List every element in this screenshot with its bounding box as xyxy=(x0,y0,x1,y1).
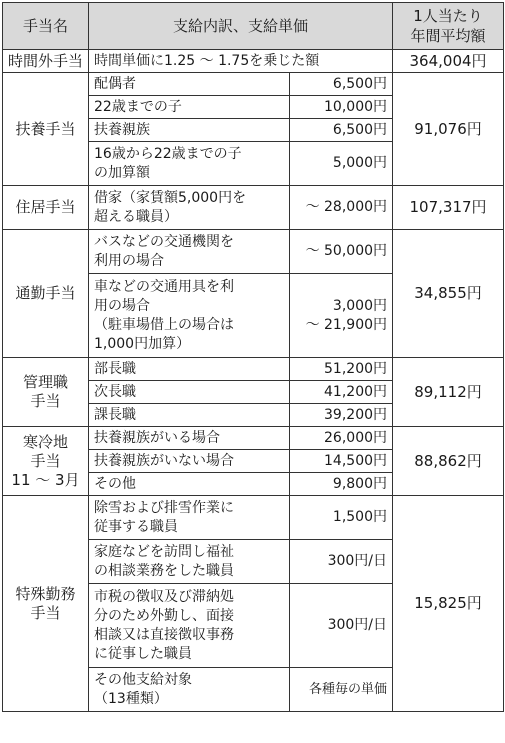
name-line: 手当 xyxy=(30,451,61,470)
name-line: 11 ～ 3月 xyxy=(11,470,80,489)
dependent-desc: 扶養親族 xyxy=(89,119,290,142)
commute-name: 通勤手当 xyxy=(3,230,89,358)
desc-line: 相談又は直接徴収事務 xyxy=(94,626,234,643)
desc-line: （駐車場借上の場合は xyxy=(94,316,234,333)
dependent-amount: 6,500円 xyxy=(290,119,393,142)
name-line: 手当 xyxy=(30,603,61,622)
manager-amount: 41,200円 xyxy=(290,381,393,404)
name-line: 手当 xyxy=(30,392,61,410)
manager-name xyxy=(3,358,89,427)
desc-line: 市税の徴収及び滞納処 xyxy=(94,588,234,605)
special-desc xyxy=(89,584,290,668)
special-amount: 300円/日 xyxy=(290,540,393,584)
allowance-table-container xyxy=(2,2,504,712)
name-line: 寒冷地 xyxy=(22,432,68,451)
manager-desc: 部長職 xyxy=(89,358,290,381)
commute-avg: 34,855円 xyxy=(393,230,504,358)
cold-desc: 扶養親族がいる場合 xyxy=(89,427,290,450)
table-row xyxy=(3,50,504,73)
dependent-amount: 6,500円 xyxy=(290,73,393,96)
table-row xyxy=(3,73,504,96)
amount-line: 3,000円 xyxy=(332,297,388,314)
desc-line: に従事した職員 xyxy=(94,645,192,662)
dependent-desc: 22歳までの子 xyxy=(89,96,290,119)
special-desc xyxy=(89,540,290,584)
commute-amount: ～ 50,000円 xyxy=(290,230,393,274)
desc-line: （13種類） xyxy=(94,690,168,707)
amount-line: ～ 21,900円 xyxy=(305,316,388,333)
commute-amount xyxy=(290,274,393,358)
special-amount: 各種毎の単価 xyxy=(290,668,393,712)
cold-amount: 26,000円 xyxy=(290,427,393,450)
table-row xyxy=(3,427,504,450)
commute-desc xyxy=(89,274,290,358)
housing-desc xyxy=(89,186,290,230)
dependent-avg: 91,076円 xyxy=(393,73,504,186)
special-avg: 15,825円 xyxy=(393,496,504,712)
desc-line: 家庭などを訪問し福祉 xyxy=(94,543,234,560)
cold-desc: その他 xyxy=(89,473,290,496)
header-breakdown: 支給内訳、支給単価 xyxy=(89,3,393,50)
cold-amount: 9,800円 xyxy=(290,473,393,496)
special-amount: 300円/日 xyxy=(290,584,393,668)
table-row xyxy=(3,230,504,274)
desc-line: 16歳から22歳までの子 xyxy=(94,145,242,162)
special-amount: 1,500円 xyxy=(290,496,393,540)
desc-line: 1,000円加算） xyxy=(94,335,191,352)
desc-line: バスなどの交通機関を xyxy=(94,233,234,250)
allowance-table xyxy=(2,2,504,712)
commute-desc xyxy=(89,230,290,274)
manager-avg: 89,112円 xyxy=(393,358,504,427)
manager-desc: 次長職 xyxy=(89,381,290,404)
desc-line: の加算額 xyxy=(94,164,150,181)
cold-name xyxy=(3,427,89,496)
overtime-desc: 時間単価に1.25 ～ 1.75を乗じた額 xyxy=(89,50,393,73)
header-average-line1: 1人当たり xyxy=(413,7,483,25)
dependent-amount: 5,000円 xyxy=(290,142,393,186)
header-allowance-name: 手当名 xyxy=(3,3,89,50)
cold-desc: 扶養親族がいない場合 xyxy=(89,450,290,473)
special-desc xyxy=(89,668,290,712)
housing-name: 住居手当 xyxy=(3,186,89,230)
special-name xyxy=(3,496,89,712)
name-line: 特殊勤務 xyxy=(15,584,76,603)
housing-amount: ～ 28,000円 xyxy=(290,186,393,230)
table-row xyxy=(3,496,504,540)
manager-amount: 51,200円 xyxy=(290,358,393,381)
housing-avg: 107,317円 xyxy=(393,186,504,230)
desc-line: 用の場合 xyxy=(94,297,150,314)
desc-line: その他支給対象 xyxy=(94,671,192,688)
cold-amount: 14,500円 xyxy=(290,450,393,473)
desc-line: の相談業務をした職員 xyxy=(94,562,234,579)
desc-line: 分のため外勤し、面接 xyxy=(94,607,234,624)
manager-desc: 課長職 xyxy=(89,404,290,427)
header-annual-average xyxy=(393,3,504,50)
table-row xyxy=(3,358,504,381)
header-row xyxy=(3,3,504,50)
desc-line: 従事する職員 xyxy=(94,518,178,535)
desc-line: 車などの交通用具を利 xyxy=(94,278,234,295)
overtime-avg: 364,004円 xyxy=(393,50,504,73)
dependent-desc xyxy=(89,142,290,186)
desc-line: 借家（家賃額5,000円を xyxy=(94,189,247,206)
table-row xyxy=(3,186,504,230)
dependent-amount: 10,000円 xyxy=(290,96,393,119)
desc-line: 除雪および排雪作業に xyxy=(94,499,234,516)
name-line: 管理職 xyxy=(22,373,68,391)
desc-line: 利用の場合 xyxy=(94,252,164,269)
dependent-desc: 配偶者 xyxy=(89,73,290,96)
special-desc xyxy=(89,496,290,540)
cold-avg: 88,862円 xyxy=(393,427,504,496)
header-average-line2: 年間平均額 xyxy=(410,27,486,45)
manager-amount: 39,200円 xyxy=(290,404,393,427)
dependent-name: 扶養手当 xyxy=(3,73,89,186)
desc-line: 超える職員） xyxy=(94,208,178,225)
overtime-name: 時間外手当 xyxy=(3,50,89,73)
